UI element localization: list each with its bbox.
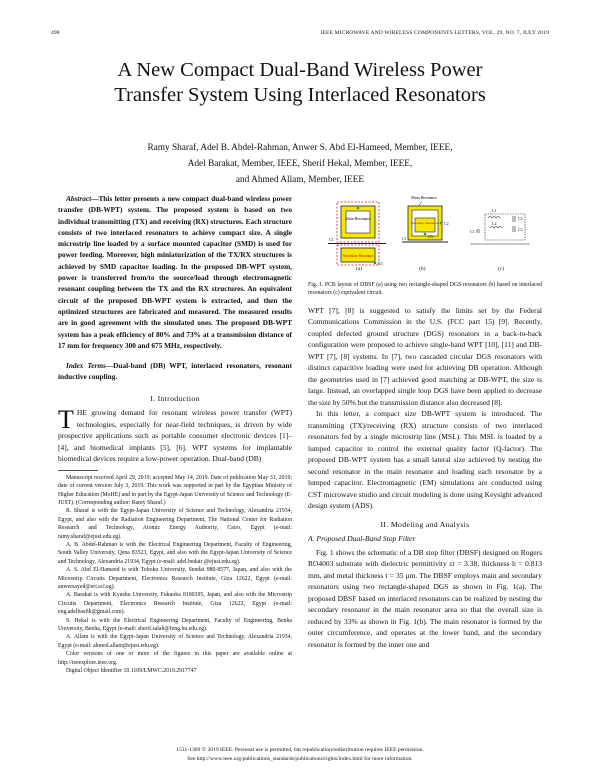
- footer-line-1: 1531-1309 © 2019 IEEE. Personal use is permitted, but republication/redistribution requires IEEE permission.: [176, 747, 424, 753]
- capacitor-c3-b: [424, 233, 427, 236]
- c3-label-a: C3: [378, 261, 383, 266]
- author-list: [40, 140, 560, 188]
- c3-label-b: C3: [428, 234, 433, 239]
- footnote: R. Sharaf is with the Egypt-Japan University of Science and Technology, Alexandria 21934, Egypt, and also with the Radiation Engineering Department, The National Center for Radiation Research and Technology, Atomic Energy Authority, Cairo, Egypt (e-mail: ramy.sharaf@ejust.edu.eg).: [58, 508, 292, 540]
- c3-label-c: C3: [518, 227, 523, 232]
- l2-label: L2: [492, 221, 497, 226]
- section-2-heading: II. Modeling and Analysis: [380, 519, 470, 529]
- subsection-a-heading: A. Proposed Dual-Band Stop Filter: [308, 534, 416, 544]
- footnotes: [58, 474, 292, 676]
- footnote: S. Hekal is with the Electrical Engineering Department, Faculty of Engineering, Benha University, Benha, Egypt (e-mail: sherif.salah@feng.bu.edu.eg).: [58, 617, 292, 633]
- secondary-resonator-label-b: Secondary Resonator: [410, 221, 440, 225]
- figure-1a-label: (a): [356, 266, 363, 272]
- paper-title: A New Compact Dual-Band Wireless Power Transfer System Using Interlaced Resonators: [114, 59, 486, 106]
- c2-label-b: C2: [444, 221, 449, 226]
- footer-line-2: See http://www.ieee.org/publications_standards/publications/rights/index.html for more information.: [187, 756, 413, 762]
- drop-cap: T: [58, 405, 74, 435]
- c1-label-b: C1: [402, 236, 407, 241]
- figure-1a: [328, 202, 386, 266]
- inductor-l2: [490, 227, 502, 229]
- footnote: Color versions of one or more of the figures in this paper are available online at http://ieeexplore.ieee.org.: [58, 651, 292, 666]
- author-line-1: Ramy Sharaf, Adel B. Abdel-Rahman, Anwer S. Abd El-Hameed, Member, IEEE,: [147, 143, 453, 153]
- main-resonator-label-a: Main Resonator: [345, 216, 371, 221]
- index-terms: Index Terms—Dual-band (DB) WPT, interlaced resonators, resonant inductive coupling.: [58, 361, 293, 382]
- figure-1b: [402, 195, 449, 242]
- section-1-heading: I. Introduction: [150, 393, 200, 403]
- figure-1c-label: (c): [498, 266, 505, 272]
- index-terms-text: Dual-band (DB) WPT, interlaced resonators, resonant inductive coupling.: [58, 361, 293, 382]
- abstract: Abstract—This letter presents a new compact dual-band wireless power transfer (DB-WPT) system. The proposed system is based on two individual transmitting (TX) and receiving (RX) structures. Each structure consists of two interlaced resonators to achieve compact size. A single microstrip line loaded by a surface mounted capacitor (SMD) is used for power feeding. Moreover, high miniaturization of the TX/RX structures is achieved by SMD capacitor loading. In the proposed DB-WPT system, power is transferred from/to the source/load through electromagnetic resonant coupling between the TX and the RX structures. An equivalent circuit of the proposed DB-WPT system is extracted, and then the optimized structures are fabricated and measured. The measured results are in good agreement with the simulated ones. The proposed DB-WPT system has a peak efficiency of 80% and 73% at a transmission distance of 17 mm for frequency 300 and 675 MHz, respectively.: [58, 194, 292, 350]
- first-word: HE: [76, 408, 87, 418]
- main-resonator-label-b: Main Resonator: [411, 195, 437, 200]
- c1-label-c: C1: [470, 229, 475, 234]
- c2-label-c: C2: [518, 216, 523, 221]
- inductor-l1: [488, 217, 500, 219]
- author-line-3: and Ahmed Allam, Member, IEEE: [235, 175, 365, 185]
- figure-1b-label: (b): [419, 266, 426, 272]
- footnote: A. B. Abdel-Rahman is with the Electrical Engineering Department, Faculty of Engineering, South Valley University, Qena 83523, Egypt, and also with the Egypt-Japan University of Science and Technology, Alexandria 21934, Egypt (e-mail: adel.bedair @ejust.edu.eg).: [58, 542, 292, 565]
- abstract-label: Abstract: [66, 194, 92, 203]
- intro-text: growing demand for resonant wireless power transfer (WPT) technologies, especially for near-field techniques, is driven by wide prospective applications such as portable consumer electronic devices [1]–[4], and biomedical implants [5], [6]. WPT systems for implantable biomedical devices require a low-power operation. Dual-band (DB): [58, 408, 292, 464]
- c1-label-a: C1: [329, 237, 334, 242]
- secondary-resonator-label-a: Secondary Resonator: [342, 254, 374, 258]
- capacitor-c2-a: [357, 207, 360, 210]
- main-resonator-inner: [346, 211, 370, 233]
- copyright-footer: [0, 746, 600, 764]
- footnote: A. S. Abd El-Hameed is with Tohoku University, Sendai 980-8577, Japan, and also with the Microstrip Circuits Department, Electronics Research Institute, Giza 12622, Egypt (e-mail: anwersayed@eri.sci.eg).: [58, 567, 292, 591]
- abstract-text: This letter presents a new compact dual-band wireless power transfer (DB-WPT) system. The proposed system is based on two individual transmitting (TX) and receiving (RX) structures. Each structure consists of two interlaced resonators to achieve compact size. A single microstrip line loaded by a surface mounted capacitor (SMD) is used for power feeding. Moreover, high miniaturization of the TX/RX structures is achieved by SMD capacitor loading. In the proposed DB-WPT system, power is transferred from/to the source/load through electromagnetic resonant coupling between the TX and the RX structures. An equivalent circuit of the proposed DB-WPT system is extracted, and then the optimized structures are fabricated and measured. The measured results are in good agreement with the simulated ones. The proposed DB-WPT system has a peak efficiency of 80% and 73% at a transmission distance of 17 mm for frequency 300 and 675 MHz, respectively.: [58, 194, 292, 350]
- right-column: [308, 281, 542, 650]
- page-number: 498: [51, 30, 60, 36]
- footnote: A. Barakat is with Kyushu University, Fukuoka 8190395, Japan, and also with the Microstrip Circuits Department, Electronics Research Institute, Giza 12622, Egypt (e-mail: eng.adelbasfik@gmail.com).: [58, 592, 292, 616]
- footnote: Manuscript received April 29, 2019; accepted May 14, 2019. Date of publication May 31, 2019; date of current version July 3, 2019. This work was supported in part by the Egyptian Ministry of Higher Education (MoHE) and in part by the Egypt-Japan University of Science and Technology (E-JUST). (Corresponding author: Ramy Sharaf.): [58, 474, 292, 506]
- index-terms-label: Index Terms: [66, 361, 106, 371]
- right-paragraph-3: Fig. 1 shows the schematic of a DB stop filter (DBSF) designed on Rogers RO4003 substrate with dielectric permittivity εr = 3.38, thickness h = 0.813 mm, and metal thickness t = 35 μm. The DBSF employs main and secondary resonators using two rectangle-shaped DGS as shown in Fig. 1(a). The proposed DBSF based on interlaced resonators can be realized by nesting the secondary resonator in the main resonator area so that the overall size is reduced by 33% as shown in Fig. 1(b). The main resonator is formed by the outer circumference, and operates at the lower band, and the secondary resonator is formed by the inner one and: [308, 547, 542, 649]
- author-line-2: Adel Barakat, Member, IEEE, Sherif Hekal, Member, IEEE,: [187, 159, 413, 169]
- intro-paragraph: [58, 407, 292, 465]
- capacitor-c2-b: [440, 222, 443, 225]
- capacitor-c3-a: [374, 262, 377, 265]
- left-column: [58, 193, 292, 676]
- footnote: Digital Object Identifier 10.1109/LMWC.2019.2917747: [66, 668, 197, 675]
- figure-1-caption: Fig. 1. PCB layout of DBSF (a) using two rectangle-shaped DGS resonators (b) based on interlaced resonators (c) equivalent circuit.: [308, 282, 542, 297]
- journal-header: IEEE MICROWAVE AND WIRELESS COMPONENTS LETTERS, VOL. 29, NO. 7, JULY 2019: [320, 30, 549, 36]
- right-paragraph-1: WPT [7], [8] is suggested to satisfy the limits set by the Federal Communications Commission in the U.S. (FCC part 15) [9]. Recently, coupled defected ground structure (DGS) resonators in a back-to-back configuration were proposed to achieve single-band WPT [10], [11] and DB-WPT [7], [8] systems. In [7], two cascaded circular DGS resonators with distinct capacitive loading were used for achieving DB operation. Although the geometries used in [7] achieved good matching at DB-WPT, the size is large. Instead, an overlapped single loop DGS have been applied to decrease the size by 50% but the transmission distance also decreased [8].: [308, 305, 542, 407]
- right-paragraph-2: In this letter, a compact size DB-WPT system is introduced. The transmitting (TX)/receiving (RX) structure consists of two interlaced resonators fed by a single microstrip line (MSL). This MSL is loaded by a lumped capacitor to control the external quality factor (Q-factor). The proposed DB-WPT system has a small lateral size achieved by nesting the second resonator in the main resonator and loading each resonator by a lumped capacitor. Electromagnetic (EM) simulations are conducted using CST microwave studio and circuit modeling is done using Keysight advanced design system (ADS).: [308, 409, 542, 511]
- footnote-divider: [58, 470, 98, 471]
- footnote: A. Allam is with the Egypt-Japan University of Science and Technology, Alexandria 21934, Egypt (e-mail: ahmed.allam@ejust.edu.eg).: [58, 634, 292, 649]
- l1-label: L1: [492, 208, 497, 213]
